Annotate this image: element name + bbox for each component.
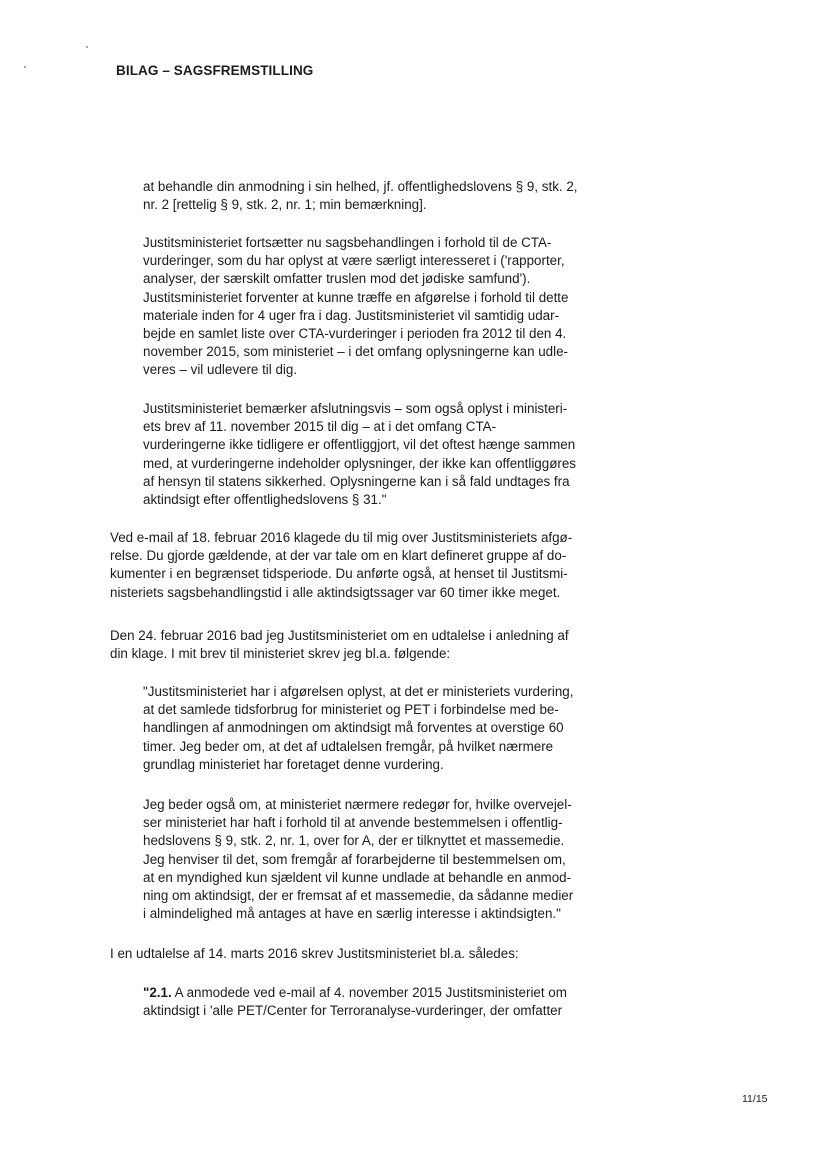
scan-speck [86,46,88,48]
text-line: analyser, der særskilt omfatter truslen mod det jødiske samfund'). [143,271,531,287]
text-line-fragment: A anmodede ved e-mail af 4. november 2015 Justitsministeriet om [171,985,567,1000]
text-line: relse. Du gjorde gældende, at der var tale om en klart defineret gruppe af do- [110,548,567,564]
text-line: grundlag ministeriet har foretaget denne vurdering. [143,756,444,772]
text-line: veres – vil udlevere til dig. [143,362,298,378]
text-line: vurderinger, som du har oplyst at være særligt interesseret i ('rapporter, [143,253,565,269]
text-line: Justitsministeriet fortsætter nu sagsbehandlingen i forhold til de CTA- [143,235,552,250]
text-line: aktindsigt i 'alle PET/Center for Terroranalyse-vurderinger, der omfatter [143,1003,563,1019]
document-header: BILAG – SAGSFREMSTILLING [116,63,314,78]
text-line: november 2015, som ministeriet – i det omfang oplysningerne kan udle- [143,344,569,360]
text-line: kumenter i en begrænset tidsperiode. Du anførte også, at henset til Justitsmi- [110,566,568,582]
text-line [143,984,583,1002]
text-line: timer. Jeg beder om, at det af udtalelsen fremgår, på hvilket nærmere [143,738,554,754]
section-number: "2.1. [143,985,172,1000]
text-line: Jeg beder også om, at ministeriet nærmere redegør for, hvilke overvejel- [143,797,572,812]
quoted-paragraph [143,683,583,774]
text-line: I en udtalelse af 14. marts 2016 skrev Justitsministeriet bl.a. således: [110,946,519,961]
text-line: Justitsministeriet forventer at kunne træffe en afgørelse i forhold til dette [143,289,569,305]
text-line: af hensyn til statens sikkerhed. Oplysningerne kan i så fald undtages fra [143,473,570,489]
scan-speck [24,66,26,68]
text-line: "Justitsministeriet har i afgørelsen oplyst, at det er ministeriets vurdering, [143,684,574,699]
text-line: handlingen af anmodningen om aktindsigt må forventes at overstige 60 [143,720,564,736]
text-line: at en myndighed kun sjældent vil kunne undlade at behandle en anmod- [143,869,572,885]
text-line: materiale inden for 4 uger fra i dag. Justitsministeriet vil samtidig udar- [143,307,560,323]
body-paragraph [110,627,578,663]
text-line: vurderingerne ikke tidligere er offentliggjort, vil det oftest hænge sammen [143,437,576,453]
text-line: Ved e-mail af 18. februar 2016 klagede du til mig over Justitsministeriets afgø- [110,530,573,545]
text-line: ets brev af 11. november 2015 til dig – at i det omfang CTA- [143,419,497,435]
text-line: Den 24. februar 2016 bad jeg Justitsministeriet om en udtalelse i anledning af [110,628,569,643]
quoted-paragraph [143,400,583,509]
text-line: ser ministeriet har haft i forhold til at anvende bestemmelsen i offentlig- [143,815,563,831]
text-line: bejde en samlet liste over CTA-vurderinger i perioden fra 2012 til den 4. [143,326,567,342]
quoted-paragraph [143,178,583,214]
text-line: din klage. I mit brev til ministeriet skrev jeg bl.a. følgende: [110,646,451,662]
page-number: 11/15 [742,1093,768,1105]
text-line: nisteriets sagsbehandlingstid i alle aktindsigtssager var 60 timer ikke meget. [110,584,561,600]
text-line: i almindelighed må antages at have en særlig interesse i aktindsigten." [143,906,561,922]
text-line: Justitsministeriet bemærker afslutningsvis – som også oplyst i ministeri- [143,401,568,416]
body-paragraph [110,529,578,602]
quoted-paragraph [143,796,583,923]
text-line: aktindsigt efter offentlighedslovens § 31." [143,492,387,508]
quoted-paragraph [143,984,583,1020]
text-line: med, at vurderingerne indeholder oplysninger, der ikke kan offentliggøres [143,455,576,471]
body-paragraph [110,945,578,963]
text-line: at behandle din anmodning i sin helhed, jf. offentlighedslovens § 9, stk. 2, [143,179,578,194]
quoted-paragraph [143,234,583,380]
text-line: nr. 2 [rettelig § 9, stk. 2, nr. 1; min bemærkning]. [143,197,427,213]
text-line: Jeg henviser til det, som fremgår af forarbejderne til bestemmelsen om, [143,851,566,867]
text-line: ning om aktindsigt, der er fremsat af et massemedie, da sådanne medier [143,888,574,904]
text-line: at det samlede tidsforbrug for ministeriet og PET i forbindelse med be- [143,702,559,718]
text-line: hedslovens § 9, stk. 2, nr. 1, over for A, der er tilknyttet et massemedie. [143,833,565,849]
